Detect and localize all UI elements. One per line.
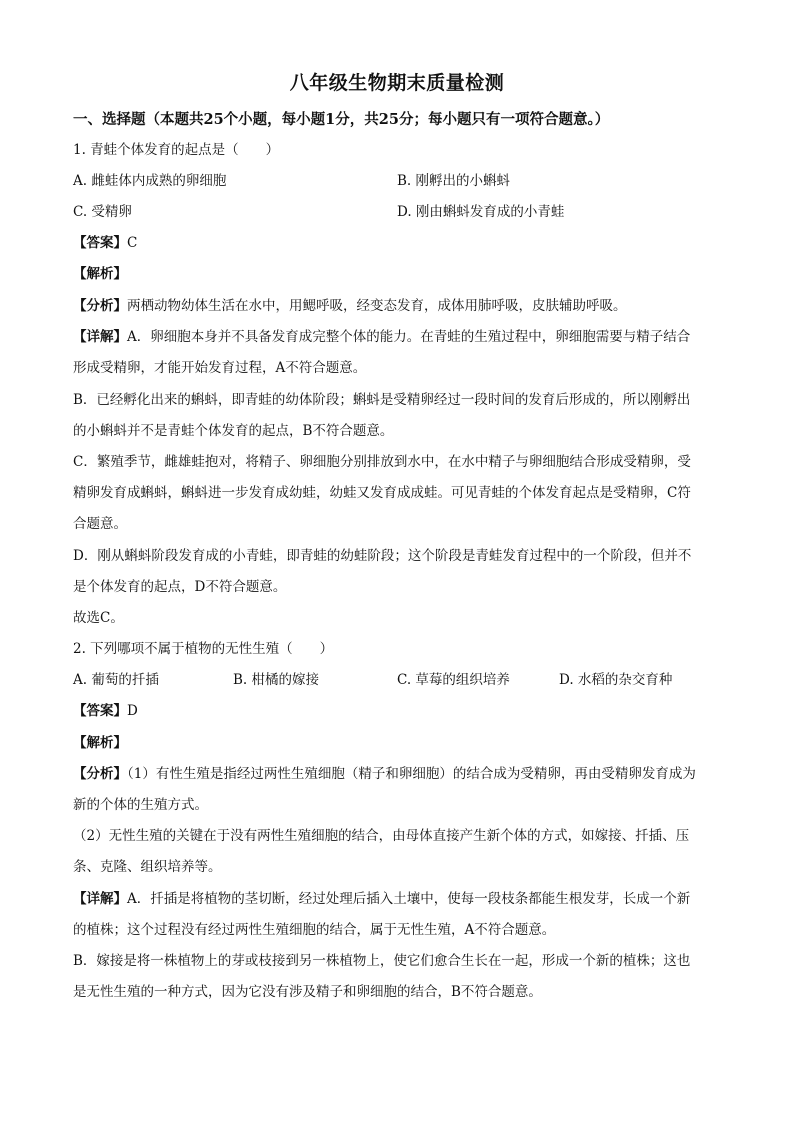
q1-option-c: C. 受精卵 [73, 204, 132, 220]
section-heading: 一、选择题（本题共25个小题，每小题1分，共25分；每小题只有一项符合题意。） [73, 111, 610, 128]
answer-tag: 【答案】 [73, 235, 127, 251]
detail-tag: 【详解】 [73, 891, 127, 907]
q1-option-a: A. 雌蛙体内成熟的卵细胞 [73, 173, 227, 189]
analysis-text: 两栖动物幼体生活在水中，用鳃呼吸，经变态发育，成体用肺呼吸，皮肤辅助呼吸。 [127, 298, 627, 314]
detail-tag: 【详解】 [73, 329, 127, 345]
q2-analysis-line: 新的个体的生殖方式。 [73, 797, 208, 813]
q1-detail-line: 的小蝌蚪并不是青蛙个体发育的起点，B不符合题意。 [73, 423, 394, 439]
q2-detail-line: B．嫁接是将一株植物上的芽或枝接到另一株植物上，使它们愈合生长在一起，形成一个新的植株；这也 [73, 953, 691, 969]
q2-analysis-line: （2）无性生殖的关键在于没有两性生殖细胞的结合，由母体直接产生新个体的方式，如嫁接、扦插、压 [73, 828, 690, 844]
answer-value: C [127, 235, 138, 251]
answer-tag: 【答案】 [73, 703, 127, 719]
q1-answer [73, 233, 137, 253]
detail-text: A．卵细胞本身并不具备发育成完整个体的能力。在青蛙的生殖过程中，卵细胞需要与精子结合 [127, 329, 691, 345]
analysis-sub-tag: 【分析】 [73, 766, 127, 782]
q2-option-a: A. 葡萄的扦插 [73, 672, 159, 688]
q1-detail-line: 形成受精卵，才能开始发育过程，A不符合题意。 [73, 360, 367, 376]
q1-detail-line: 合题意。 [73, 516, 127, 532]
q1-conclusion: 故选C。 [73, 610, 124, 626]
q1-detail-line: 精卵发育成蝌蚪，蝌蚪进一步发育成幼蛙，幼蛙又发育成成蛙。可见青蛙的个体发育起点是受精卵，C符 [73, 485, 691, 501]
q1-detail-line: B．已经孵化出来的蝌蚪，即青蛙的幼体阶段；蝌蚪是受精卵经过一段时间的发育后形成的，所以刚孵出 [73, 392, 691, 408]
q2-detail-line [73, 889, 690, 909]
q2-detail-line: 的植株；这个过程没有经过两性生殖细胞的结合，属于无性生殖，A不符合题意。 [73, 922, 556, 938]
q2-analysis-tag: 【解析】 [73, 735, 127, 751]
q1-detail-line: D．刚从蝌蚪阶段发育成的小青蛙，即青蛙的幼蛙阶段；这个阶段是青蛙发育过程中的一个阶段，但并不 [73, 548, 692, 564]
q2-option-b: B. 柑橘的嫁接 [233, 672, 320, 688]
q2-option-c: C. 草莓的组织培养 [397, 672, 510, 688]
page-title: 八年级生物期末质量检测 [289, 72, 505, 94]
q2-option-d: D. 水稻的杂交育种 [559, 672, 673, 688]
analysis-sub-tag: 【分析】 [73, 298, 127, 314]
answer-value: D [127, 703, 138, 719]
q2-stem: 2. 下列哪项不属于植物的无性生殖（ ） [73, 641, 334, 657]
q1-detail-line [73, 327, 690, 347]
q2-analysis-line [73, 764, 696, 784]
q1-option-b: B. 刚孵出的小蝌蚪 [397, 173, 511, 189]
q2-detail-line: 是无性生殖的一种方式，因为它没有涉及精子和卵细胞的结合，B不符合题意。 [73, 984, 542, 1000]
q1-option-d: D. 刚由蝌蚪发育成的小青蛙 [397, 204, 565, 220]
analysis-text: （1）有性生殖是指经过两性生殖细胞（精子和卵细胞）的结合成为受精卵，再由受精卵发育成为 [127, 766, 696, 782]
q1-detail-line: C．繁殖季节，雌雄蛙抱对，将精子、卵细胞分别排放到水中，在水中精子与卵细胞结合形成受精卵，受 [73, 454, 691, 470]
q1-analysis-tag: 【解析】 [73, 266, 127, 282]
q1-analysis [73, 296, 627, 316]
q1-detail-line: 是个体发育的起点，D不符合题意。 [73, 579, 287, 595]
q1-stem: 1. 青蛙个体发育的起点是（ ） [73, 142, 280, 158]
q2-answer [73, 701, 138, 721]
detail-text: A．扦插是将植物的茎切断，经过处理后插入土壤中，使每一段枝条都能生根发芽，长成一个新 [127, 891, 691, 907]
q2-analysis-line: 条、克隆、组织培养等。 [73, 859, 222, 875]
